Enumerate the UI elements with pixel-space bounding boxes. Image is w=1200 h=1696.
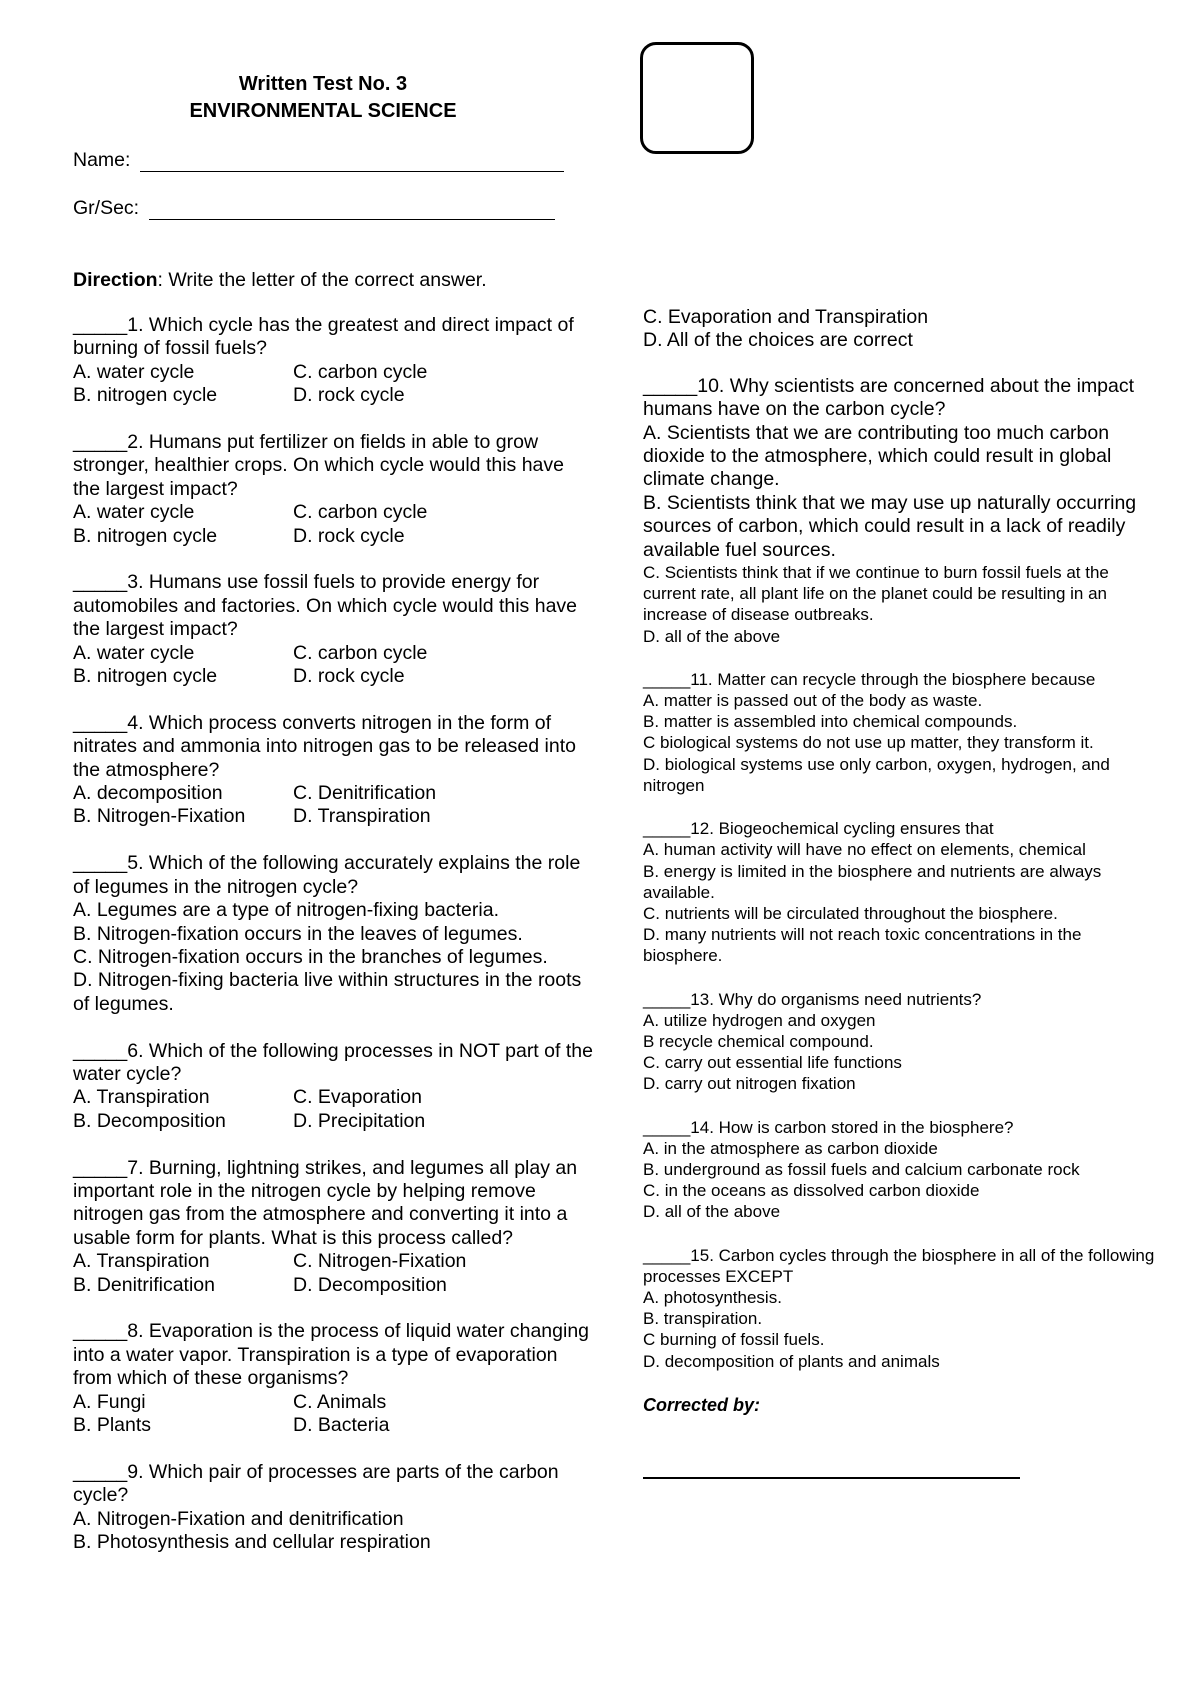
choices	[73, 782, 593, 829]
name-label: Name:	[73, 149, 131, 171]
choice: D. many nutrients will not reach toxic concentrations in the biosphere.	[643, 925, 1082, 966]
choice: B. Decomposition	[73, 1109, 226, 1132]
choice: B. Nitrogen-fixation occurs in the leaves of legumes.	[73, 922, 523, 945]
section-field[interactable]	[73, 196, 555, 220]
choice: C biological systems do not use up matter, they transform it.	[643, 733, 1094, 753]
choice: A. photosynthesis.	[643, 1287, 782, 1307]
choice: D. all of the above	[643, 626, 781, 646]
question-10	[643, 375, 1163, 647]
choice: B. Photosynthesis and cellular respiration	[73, 1531, 431, 1553]
choice: B. Denitrification	[73, 1273, 215, 1296]
question-7	[73, 1157, 593, 1297]
choice: B. Nitrogen-Fixation	[73, 805, 246, 828]
question-text: 8. Evaporation is the process of liquid water changing into a water vapor. Transpiration is a type of evaporation from which of these organisms?	[73, 1320, 590, 1390]
choice: A. decomposition	[73, 782, 223, 805]
question-stem	[73, 1461, 593, 1508]
question-text: 15. Carbon cycles through the biosphere in all of the following processes EXCEPT	[643, 1245, 1155, 1286]
choice: C. carbon cycle	[293, 501, 428, 524]
choice: A. water cycle	[73, 641, 195, 664]
header	[73, 71, 573, 125]
left-column	[73, 314, 593, 1554]
question-text: 14. How is carbon stored in the biosphere?	[690, 1117, 1014, 1137]
name-field[interactable]	[73, 148, 564, 172]
choices	[73, 1391, 593, 1438]
test-title: Written Test No. 3	[238, 73, 408, 95]
answer-blank[interactable]: _____	[643, 1117, 691, 1137]
answer-blank[interactable]: _____	[73, 1320, 128, 1343]
choice: C. Scientists think that if we continue to burn fossil fuels at the current rate, all plant life on the planet could be resulting in an increase of disease outbreaks.	[643, 563, 1109, 625]
choice: D. rock cycle	[293, 665, 405, 688]
question-9-continued	[643, 306, 1163, 353]
question-13	[643, 989, 1163, 1095]
choices	[73, 361, 593, 408]
question-text: 2. Humans put fertilizer on fields in able to grow stronger, healthier crops. On which cycle would this have the largest impact?	[73, 431, 564, 500]
question-1	[73, 314, 593, 408]
question-3	[73, 571, 593, 688]
choice: A. Nitrogen-Fixation and denitrification	[73, 1507, 404, 1530]
question-stem	[643, 818, 1163, 839]
choice: B. matter is assembled into chemical compounds.	[643, 712, 1018, 732]
choice: C. carry out essential life functions	[643, 1053, 902, 1073]
question-8	[73, 1320, 593, 1437]
question-stem	[73, 712, 593, 782]
choice: A. in the atmosphere as carbon dioxide	[643, 1138, 938, 1158]
choice: C. nutrients will be circulated throughout the biosphere.	[643, 903, 1058, 923]
question-text: 3. Humans use fossil fuels to provide energy for automobiles and factories. On which cycle would this have the largest impact?	[73, 571, 578, 641]
question-stem	[73, 1040, 593, 1087]
choice: D. Bacteria	[293, 1413, 390, 1436]
choice: C. Nitrogen-Fixation	[293, 1250, 467, 1273]
choices	[73, 642, 593, 689]
question-stem	[643, 1245, 1163, 1287]
corrected-by-label: Corrected by:	[643, 1394, 761, 1415]
subject-title: ENVIRONMENTAL SCIENCE	[189, 100, 457, 122]
answer-blank[interactable]: _____	[73, 852, 128, 875]
question-text: 7. Burning, lightning strikes, and legumes all play an important role in the nitrogen cycle by helping remove nitrogen gas from the atmosphere and converting it into a usable form for plants. What is this process called?	[73, 1156, 578, 1249]
question-2	[73, 431, 593, 548]
answer-blank[interactable]: _____	[73, 711, 128, 734]
choice: D. carry out nitrogen fixation	[643, 1074, 856, 1094]
answer-blank[interactable]: _____	[73, 1039, 128, 1062]
choice: B. nitrogen cycle	[73, 665, 218, 688]
choice: D. All of the choices are correct	[643, 329, 913, 352]
choice: D. Nitrogen-fixing bacteria live within structures in the roots of legumes.	[73, 969, 582, 1015]
choice: C. Evaporation and Transpiration	[643, 306, 929, 328]
choice: B. energy is limited in the biosphere and nutrients are always available.	[643, 861, 1102, 902]
question-11	[643, 669, 1163, 796]
question-15	[643, 1245, 1163, 1372]
signature-line[interactable]	[643, 1477, 1020, 1479]
direction	[73, 268, 487, 292]
choice: A. Scientists that we are contributing too much carbon dioxide to the atmosphere, which could result in global climate change.	[643, 421, 1112, 491]
choice: A. Fungi	[73, 1390, 146, 1413]
choice: C. Animals	[293, 1390, 387, 1413]
choice: D. rock cycle	[293, 384, 405, 407]
question-text: 5. Which of the following accurately explains the role of legumes in the nitrogen cycle?	[73, 852, 581, 898]
question-text: 10. Why scientists are concerned about the impact humans have on the carbon cycle?	[643, 374, 1135, 421]
answer-blank[interactable]: _____	[73, 571, 128, 594]
choice: A. Transpiration	[73, 1250, 210, 1273]
question-text: 9. Which pair of processes are parts of the carbon cycle?	[73, 1460, 559, 1507]
choice: C. in the oceans as dissolved carbon dioxide	[643, 1181, 980, 1201]
answer-blank[interactable]: _____	[73, 1156, 128, 1179]
direction-label: Direction	[73, 269, 158, 291]
choice: A. Transpiration	[73, 1086, 210, 1109]
choice: C. carbon cycle	[293, 641, 428, 664]
choice: B. nitrogen cycle	[73, 384, 218, 407]
right-column	[643, 306, 1163, 1416]
question-stem	[73, 571, 593, 641]
question-stem	[643, 1117, 1163, 1138]
choices	[73, 1086, 593, 1133]
choice: C. Evaporation	[293, 1086, 422, 1109]
choice: B. underground as fossil fuels and calcium carbonate rock	[643, 1159, 1080, 1179]
question-stem	[73, 852, 593, 899]
choice: D. rock cycle	[293, 524, 405, 547]
choice: C. Nitrogen-fixation occurs in the branches of legumes.	[73, 945, 548, 968]
name-line[interactable]	[140, 153, 564, 172]
question-stem	[73, 431, 593, 501]
choice: A. matter is passed out of the body as waste.	[643, 691, 983, 711]
answer-blank[interactable]: _____	[643, 669, 691, 689]
choice: B. Scientists think that we may use up naturally occurring sources of carbon, which could result in a lack of readily available fuel sources.	[643, 491, 1137, 561]
answer-blank[interactable]: _____	[73, 314, 128, 336]
question-stem	[643, 989, 1163, 1010]
answer-blank[interactable]: _____	[73, 1460, 128, 1483]
choice: D. decomposition of plants and animals	[643, 1351, 940, 1371]
question-text: 11. Matter can recycle through the biosphere because	[690, 669, 1096, 689]
answer-blank[interactable]: _____	[73, 431, 128, 454]
answer-blank[interactable]: _____	[643, 989, 691, 1009]
question-text: 13. Why do organisms need nutrients?	[690, 989, 982, 1009]
question-4	[73, 712, 593, 829]
question-12	[643, 818, 1163, 966]
choice: D. Precipitation	[293, 1109, 426, 1132]
question-stem	[73, 1157, 593, 1251]
choice: B recycle chemical compound.	[643, 1031, 874, 1051]
question-stem	[643, 669, 1163, 690]
choices	[73, 501, 593, 548]
direction-text: : Write the letter of the correct answer.	[157, 269, 487, 291]
question-14	[643, 1117, 1163, 1223]
choice: A. human activity will have no effect on elements, chemical	[643, 840, 1086, 860]
choice: B. transpiration.	[643, 1309, 763, 1329]
choice: D. Decomposition	[293, 1273, 447, 1296]
answer-blank[interactable]: _____	[643, 819, 691, 839]
choice: A. water cycle	[73, 360, 195, 383]
choice: A. utilize hydrogen and oxygen	[643, 1010, 876, 1030]
question-stem	[73, 1320, 593, 1390]
choice: B. Plants	[73, 1413, 152, 1436]
question-stem	[73, 314, 593, 361]
answer-blank[interactable]: _____	[643, 1245, 691, 1265]
choice: D. all of the above	[643, 1202, 781, 1222]
score-box	[640, 42, 754, 154]
question-stem	[643, 375, 1163, 422]
choice: A. Legumes are a type of nitrogen-fixing bacteria.	[73, 899, 499, 922]
choice: A. water cycle	[73, 501, 195, 524]
answer-blank[interactable]: _____	[643, 374, 698, 397]
question-text: 1. Which cycle has the greatest and direct impact of burning of fossil fuels?	[73, 314, 574, 360]
choice: C burning of fossil fuels.	[643, 1330, 825, 1350]
section-label: Gr/Sec:	[73, 197, 140, 219]
choice: B. nitrogen cycle	[73, 524, 218, 547]
choice: D. Transpiration	[293, 805, 431, 828]
choice: D. biological systems use only carbon, oxygen, hydrogen, and nitrogen	[643, 754, 1110, 795]
question-9	[73, 1461, 593, 1555]
question-5	[73, 852, 593, 1016]
question-6	[73, 1040, 593, 1134]
question-text: 6. Which of the following processes in NOT part of the water cycle?	[73, 1039, 593, 1085]
question-text: 4. Which process converts nitrogen in the form of nitrates and ammonia into nitrogen gas to be released into the atmosphere?	[73, 711, 576, 781]
choice: C. carbon cycle	[293, 360, 428, 383]
question-text: 12. Biogeochemical cycling ensures that	[690, 819, 994, 839]
choice: C. Denitrification	[293, 782, 437, 805]
choices	[73, 1250, 593, 1297]
section-line[interactable]	[149, 201, 555, 220]
